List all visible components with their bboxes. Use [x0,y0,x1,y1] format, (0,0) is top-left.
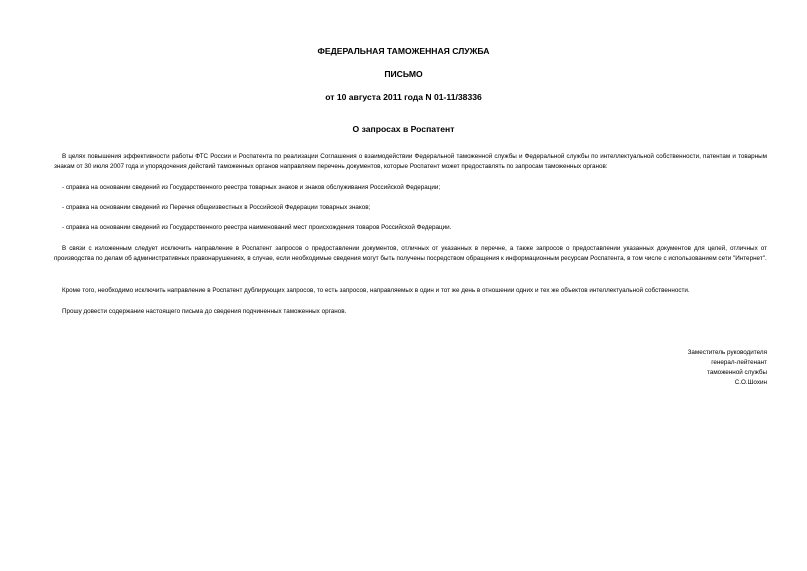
list-item-text-2: - справка на основании сведений из Перечня общеизвестных в Российской Федерации товарных знаков; [62,204,371,211]
signature-rank: генерал-лейтенант [711,359,767,366]
document-subject: О запросах в Роспатент [352,124,455,134]
signature-position: Заместитель руководителя [687,349,767,356]
paragraph-duplicates-text: Кроме того, необходимо исключить направление в Роспатент дублирующих запросов, то есть запросов, направляемых в один и тот же день в отношении одних и тех же объектов интеллектуальной собственности. [62,287,690,294]
paragraph-intro-text: В целях повышения эффективности работы ФТС России и Роспатента по реализации Соглашения о взаимодействии Федеральной таможенной службы и Федеральной службы по интеллектуальной собственности, патентам и товарным знакам от 30 июля 2007 года и упорядочения действий таможенных органов направляем перечень документов, которые Роспатент может предоставлять по запросам таможенных органов: [54,153,767,170]
list-item [54,223,767,233]
list-item-text-3: - справка на основании сведений из Государственного реестра наименований мест происхождения товаров Российской Федерации. [62,224,452,231]
list-item [54,203,767,213]
paragraph-duplicates [54,286,767,296]
paragraph-request-text: Прошу довести содержание настоящего письма до сведения подчиненных таможенных органов. [62,308,347,315]
list-item [54,183,767,193]
document-type-heading: ПИСЬМО [384,69,423,79]
paragraph-request [54,307,767,317]
paragraph-consequence-text: В связи с изложенным следует исключить направление в Роспатент запросов о предоставлении документов, отличных от указанных в перечне, а также запросов о предоставлении указанных документов для целей, отличных от производства по делам об административных правонарушениях, в случае, если необходимые сведения могут быть получены посредством обращения к информационным ресурсам Роспатента, в том числе с использованием сети "Интернет". [54,245,767,262]
paragraph-consequence [54,244,767,264]
signature-service: таможенной службы [707,369,767,376]
agency-heading: ФЕДЕРАЛЬНАЯ ТАМОЖЕННАЯ СЛУЖБА [317,46,490,56]
paragraph-intro [54,152,767,172]
signature-name: С.О.Шохин [734,379,767,386]
list-item-text-1: - справка на основании сведений из Государственного реестра товарных знаков и знаков обслуживания Российской Федерации; [62,184,441,191]
document-date-number: от 10 августа 2011 года N 01-11/38336 [325,92,482,102]
